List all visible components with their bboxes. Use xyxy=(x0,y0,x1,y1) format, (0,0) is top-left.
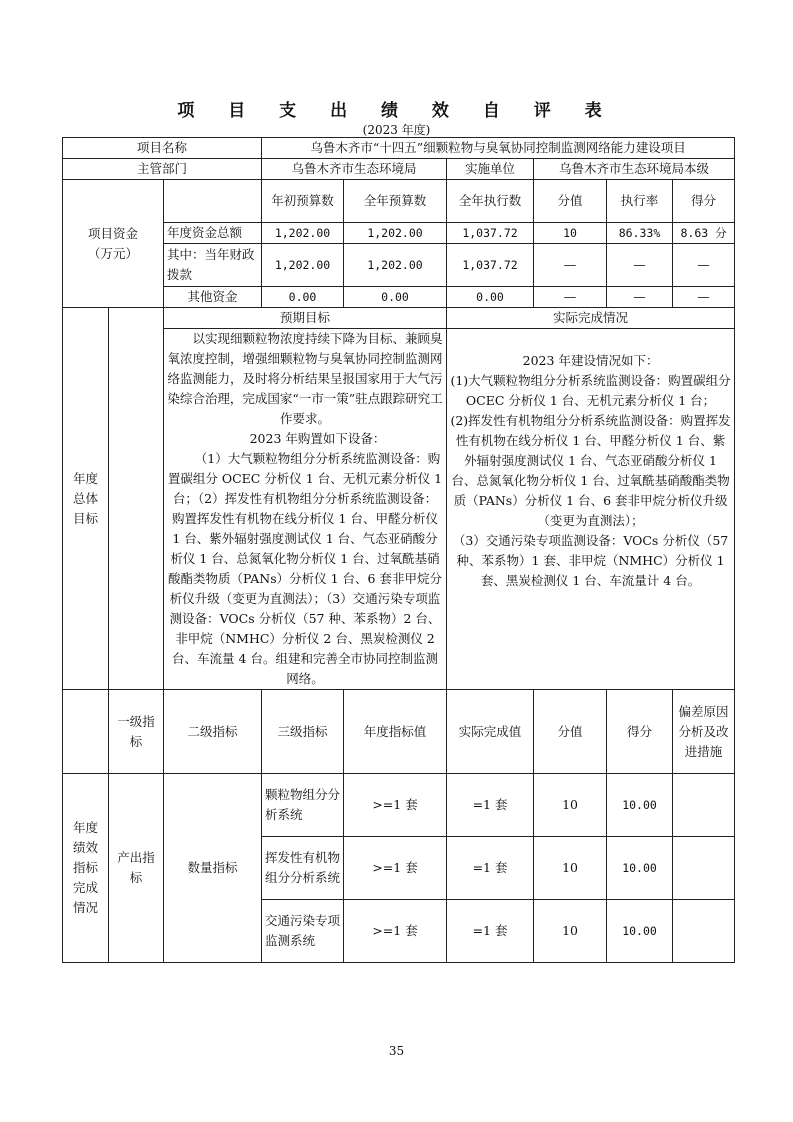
indicator-header-cell: 二级指标 xyxy=(164,690,262,774)
indicator-header-cell: 得分 xyxy=(607,690,673,774)
funds-cell: 0.00 xyxy=(344,287,447,308)
impl-value: 乌鲁木齐市生态环境局本级 xyxy=(534,159,735,180)
indicator-actual: =1 套 xyxy=(447,774,534,837)
funds-header-cell: 全年预算数 xyxy=(344,180,447,223)
impl-label: 实施单位 xyxy=(447,159,534,180)
indicator-header-cell: 分值 xyxy=(534,690,607,774)
expected-goal-text xyxy=(164,329,447,690)
goals-spacer xyxy=(109,308,164,690)
indicator-target: >=1 套 xyxy=(344,837,447,900)
dept-label: 主管部门 xyxy=(63,159,262,180)
funds-cell: 1,202.00 xyxy=(262,244,344,287)
indicator-level3: 颗粒物组分分析系统 xyxy=(262,774,344,837)
indicator-header-cell: 一级指标 xyxy=(109,690,164,774)
indicator-header-blank xyxy=(63,690,109,774)
funds-header-cell: 全年执行数 xyxy=(447,180,534,223)
indicator-score: 10 xyxy=(534,774,607,837)
dept-value: 乌鲁木齐市生态环境局 xyxy=(262,159,447,180)
funds-cell: 86.33% xyxy=(607,223,673,244)
funds-header-blank xyxy=(164,180,262,223)
funds-cell: 1,202.00 xyxy=(262,223,344,244)
funds-cell: 0.00 xyxy=(447,287,534,308)
funds-cell: — xyxy=(607,287,673,308)
funds-cell: — xyxy=(673,287,735,308)
actual-result-paragraph: (2)挥发性有机物组分分析系统监测设备：购置挥发性有机物在线分析仪 1 台、甲醛分析仪 1 台、紫外辐射强度测试仪 1 台、气态亚硝酸分析仪 1 台、总氮氧化物分析仪 1 台、过氧酰基硝酸酯类物质（PANs）分析仪 1 台、6 套非甲烷分析仪升级（变更为直测法）； xyxy=(450,413,731,528)
indicator-got: 10.00 xyxy=(607,774,673,837)
indicator-level2: 数量指标 xyxy=(164,774,262,963)
funds-cell: 10 xyxy=(534,223,607,244)
funds-cell: 1,037.72 xyxy=(447,223,534,244)
funds-row-label: 其他资金 xyxy=(164,287,262,308)
actual-result-paragraph: (1)大气颗粒物组分分析系统监测设备：购置碳组分 OCEC 分析仪 1 台、无机元素分析仪 1 台； xyxy=(450,373,731,408)
indicator-note xyxy=(673,837,735,900)
indicator-target: >=1 套 xyxy=(344,900,447,963)
goals-label: 年度 总体 目标 xyxy=(63,308,109,690)
indicator-level3: 挥发性有机物组分分析系统 xyxy=(262,837,344,900)
funds-header-cell: 分值 xyxy=(534,180,607,223)
indicator-actual: =1 套 xyxy=(447,900,534,963)
indicator-header-cell: 三级指标 xyxy=(262,690,344,774)
indicator-header-cell: 偏差原因分析及改进措施 xyxy=(673,690,735,774)
indicator-score: 10 xyxy=(534,900,607,963)
indicator-header-cell: 实际完成值 xyxy=(447,690,534,774)
funds-header-cell: 执行率 xyxy=(607,180,673,223)
funds-header-cell: 年初预算数 xyxy=(262,180,344,223)
funds-cell: 1,037.72 xyxy=(447,244,534,287)
project-name-label: 项目名称 xyxy=(63,138,262,159)
indicator-header-cell: 年度指标值 xyxy=(344,690,447,774)
indicator-got: 10.00 xyxy=(607,900,673,963)
page-title: 项 目 支 出 绩 效 自 评 表 xyxy=(177,101,616,121)
funds-cell: — xyxy=(534,244,607,287)
indicator-level1: 产出指标 xyxy=(109,774,164,963)
indicator-target: >=1 套 xyxy=(344,774,447,837)
expected-goal-paragraph: 2023 年购置如下设备： xyxy=(249,431,386,446)
indicator-note xyxy=(673,774,735,837)
expected-goal-header: 预期目标 xyxy=(164,308,447,329)
expected-goal-paragraph: （1）大气颗粒物组分分析系统监测设备：购置碳组分 OCEC 分析仪 1 台、无机元素分析仪 1 台；（2）挥发性有机物组分分析系统监测设备：购置挥发性有机物在线分析仪 1 台、甲醛分析仪 1 台、紫外辐射强度测试仪 1 台、气态亚硝酸分析仪 1 台、总氮氧化物分析仪 1 台、过氧酰基硝酸酯类物质（PANs）分析仪 1 台、6 套非甲烷分析仪升级（变更为直测法）；（3）交通污染专项监测设备：VOCs 分析仪（57 种、苯系物）2 台、非甲烷（NMHC）分析仪 2 台、黑炭检测仪 2 台、车流量 4 台。组建和完善全市协同控制监测网络。 xyxy=(167,451,443,686)
funds-header-cell: 得分 xyxy=(673,180,735,223)
indicator-got: 10.00 xyxy=(607,837,673,900)
funds-cell: 1,202.00 xyxy=(344,244,447,287)
indicator-actual: =1 套 xyxy=(447,837,534,900)
funds-label: 项目资金 （万元） xyxy=(63,180,164,308)
funds-row-label: 年度资金总额 xyxy=(164,223,262,244)
indicator-level3: 交通污染专项监测系统 xyxy=(262,900,344,963)
funds-cell: — xyxy=(607,244,673,287)
funds-cell: — xyxy=(534,287,607,308)
funds-row-label: 其中：当年财政拨款 xyxy=(164,244,262,287)
indicator-score: 10 xyxy=(534,837,607,900)
actual-result-text xyxy=(447,329,735,690)
project-name: 乌鲁木齐市“十四五”细颗粒物与臭氧协同控制监测网络能力建设项目 xyxy=(262,138,735,159)
indicators-label: 年度 绩效 指标 完成 情况 xyxy=(63,774,109,963)
actual-result-paragraph: 2023 年建设情况如下： xyxy=(522,353,659,368)
funds-cell: — xyxy=(673,244,735,287)
indicator-note xyxy=(673,900,735,963)
actual-result-header: 实际完成情况 xyxy=(447,308,735,329)
expected-goal-paragraph: 以实现细颗粒物浓度持续下降为目标、兼顾臭氧浓度控制，增强细颗粒物与臭氧协同控制监测网络监测能力，及时将分析结果呈报国家用于大气污染综合治理，完成国家“一市一策”驻点跟踪研究工作要求。 xyxy=(167,331,443,426)
funds-cell: 8.63 分 xyxy=(673,223,735,244)
evaluation-table xyxy=(62,137,735,963)
year-label: (2023 年度) xyxy=(362,123,431,137)
funds-cell: 0.00 xyxy=(262,287,344,308)
funds-cell: 1,202.00 xyxy=(344,223,447,244)
page-number: 35 xyxy=(388,1044,405,1058)
actual-result-paragraph: （3）交通污染专项监测设备：VOCs 分析仪（57 种、苯系物）1 套、非甲烷（NMHC）分析仪 1 套、黑炭检测仪 1 台、车流量计 4 台。 xyxy=(452,533,729,588)
